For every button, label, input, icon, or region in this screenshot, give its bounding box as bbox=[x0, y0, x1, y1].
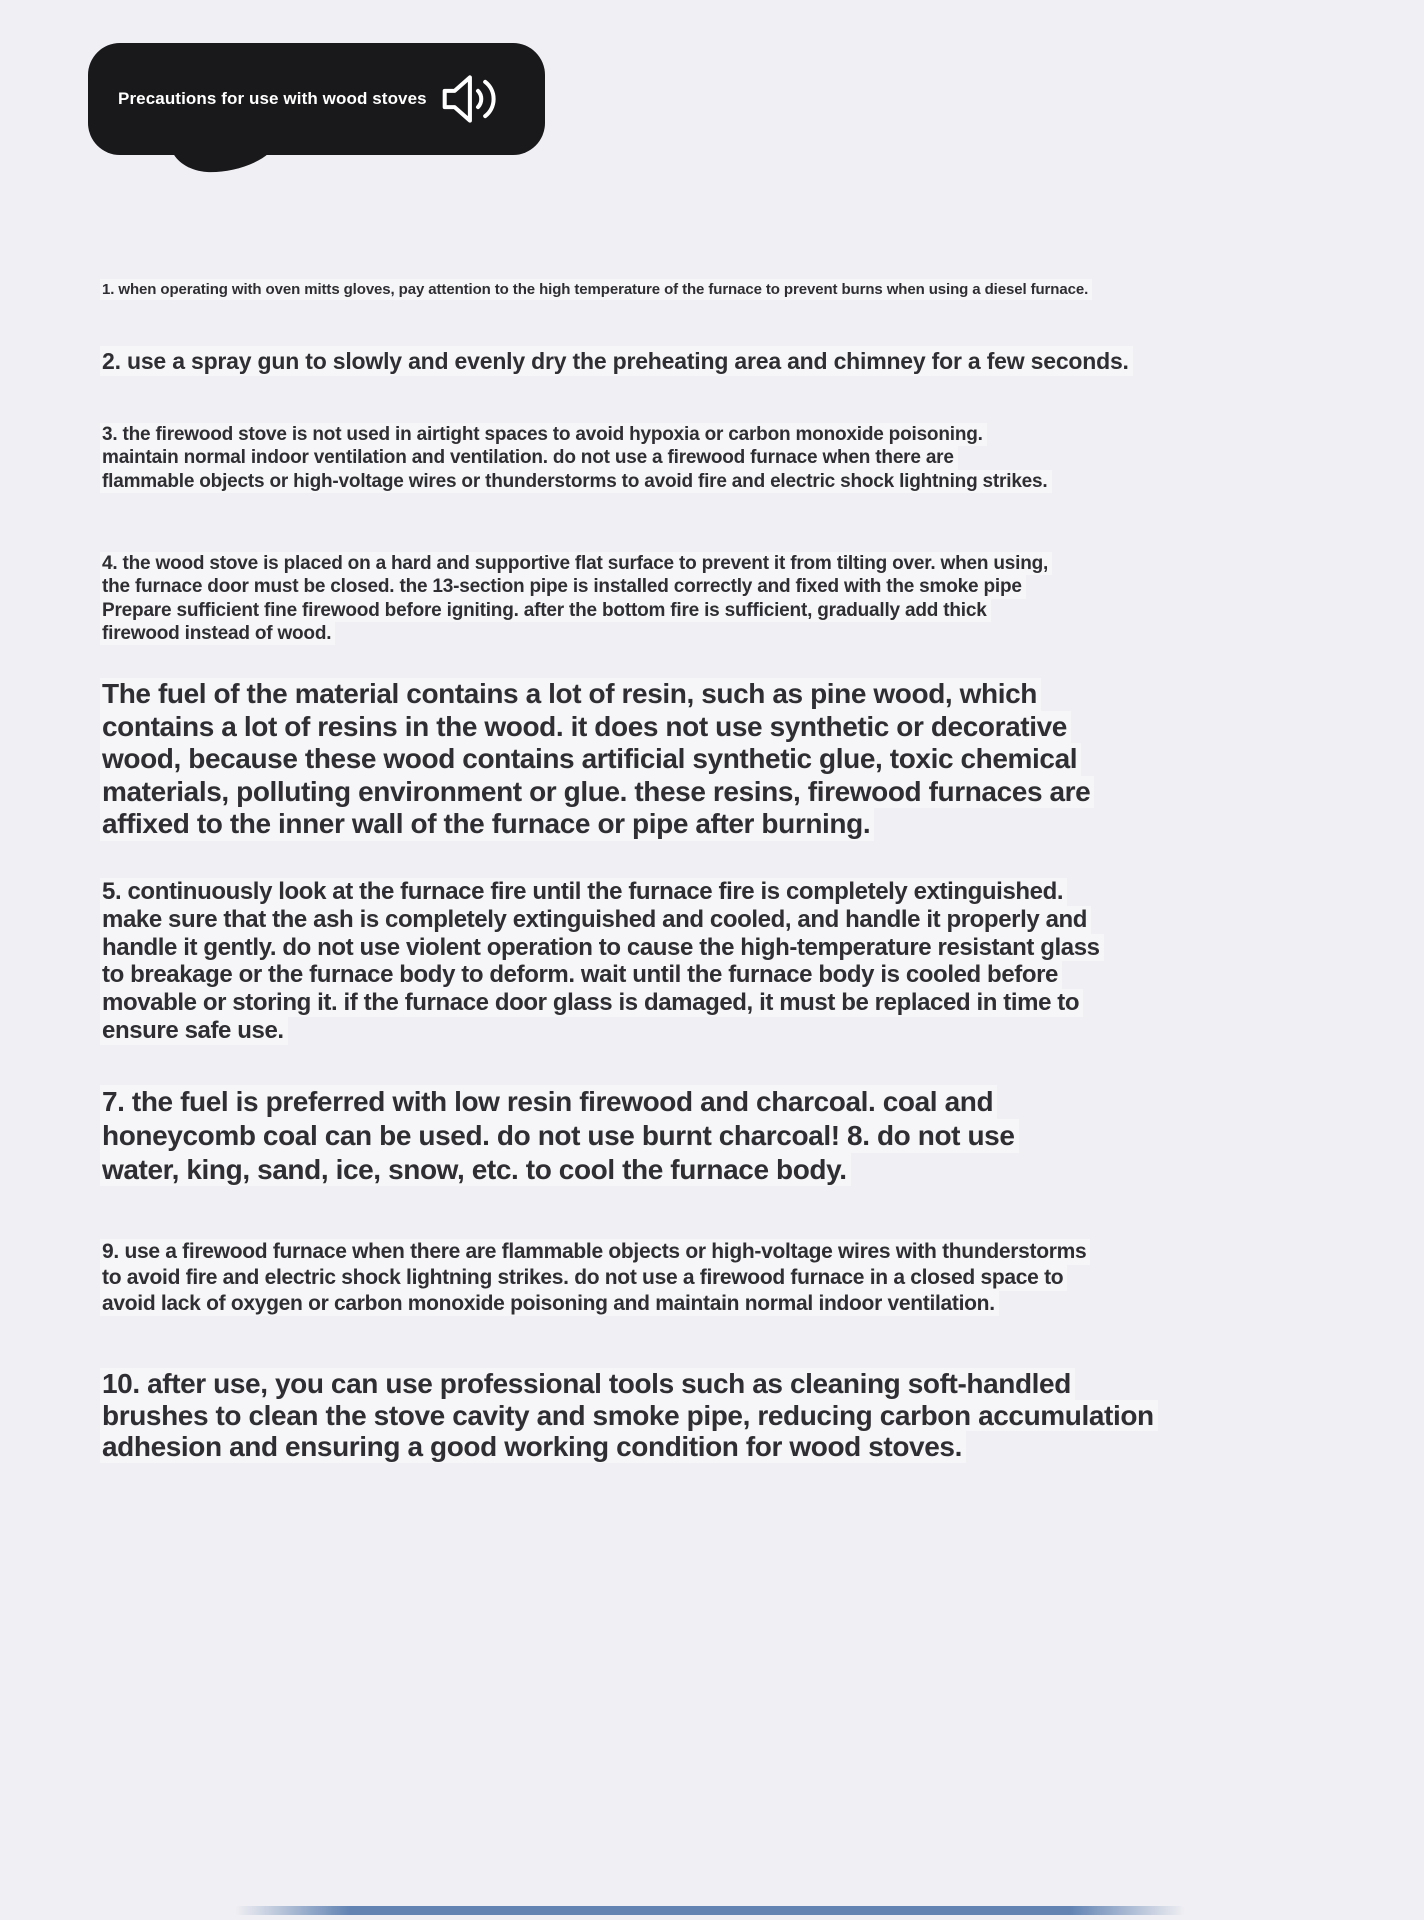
paragraph-7-8-line: honeycomb coal can be used. do not use burnt charcoal! 8. do not use bbox=[100, 1119, 1019, 1153]
paragraph-10-line: brushes to clean the stove cavity and smoke pipe, reducing carbon accumulation bbox=[100, 1400, 1158, 1432]
paragraph-4-line: Prepare sufficient fine firewood before igniting. after the bottom fire is sufficient, gradually add thick bbox=[100, 599, 991, 622]
paragraph-fuel-resin-line: materials, polluting environment or glue. these resins, firewood furnaces are bbox=[100, 776, 1094, 809]
paragraph-5-line: make sure that the ash is completely extinguished and cooled, and handle it properly and bbox=[100, 906, 1091, 934]
paragraph-4-line: firewood instead of wood. bbox=[100, 622, 335, 645]
paragraph-fuel-resin-line: affixed to the inner wall of the furnace or pipe after burning. bbox=[100, 808, 874, 841]
paragraph-5-line: ensure safe use. bbox=[100, 1017, 288, 1045]
paragraph-fuel-resin-line: The fuel of the material contains a lot of resin, such as pine wood, which bbox=[100, 678, 1041, 711]
paragraph-1-line: 1. when operating with oven mitts gloves, pay attention to the high temperature of the furnace to prevent burns when using a diesel furnace. bbox=[100, 279, 1092, 300]
paragraph-5-line: handle it gently. do not use violent operation to cause the high-temperature resistant glass bbox=[100, 934, 1104, 962]
paragraph-3-line: flammable objects or high-voltage wires or thunderstorms to avoid fire and electric shock lightning strikes. bbox=[100, 470, 1052, 493]
paragraph-4-line: the furnace door must be closed. the 13-section pipe is installed correctly and fixed with the smoke pipe bbox=[100, 575, 1026, 598]
paragraph-3-line: maintain normal indoor ventilation and ventilation. do not use a firewood furnace when there are bbox=[100, 446, 958, 469]
paragraph-2 bbox=[102, 346, 1133, 376]
speaker-icon[interactable] bbox=[440, 72, 498, 126]
page-title: Precautions for use with wood stoves bbox=[118, 89, 427, 108]
paragraph-5 bbox=[102, 878, 1104, 1045]
paragraph-1 bbox=[102, 279, 1092, 300]
paragraph-9-line: 9. use a firewood furnace when there are flammable objects or high-voltage wires with thunderstorms bbox=[100, 1239, 1090, 1265]
paragraph-fuel-resin-line: contains a lot of resins in the wood. it does not use synthetic or decorative bbox=[100, 711, 1071, 744]
paragraph-10 bbox=[102, 1368, 1158, 1463]
paragraph-9 bbox=[102, 1239, 1090, 1316]
paragraph-2-line: 2. use a spray gun to slowly and evenly dry the preheating area and chimney for a few seconds. bbox=[100, 346, 1133, 376]
paragraph-7-8 bbox=[102, 1085, 1019, 1186]
paragraph-9-line: avoid lack of oxygen or carbon monoxide poisoning and maintain normal indoor ventilation. bbox=[100, 1291, 999, 1317]
paragraph-fuel-resin bbox=[102, 678, 1094, 841]
paragraph-7-8-line: 7. the fuel is preferred with low resin firewood and charcoal. coal and bbox=[100, 1085, 997, 1119]
paragraph-9-line: to avoid fire and electric shock lightning strikes. do not use a firewood furnace in a closed space to bbox=[100, 1265, 1067, 1291]
title-bubble[interactable] bbox=[88, 43, 545, 155]
paragraph-fuel-resin-line: wood, because these wood contains artificial synthetic glue, toxic chemical bbox=[100, 743, 1081, 776]
paragraph-3-line: 3. the firewood stove is not used in airtight spaces to avoid hypoxia or carbon monoxide poisoning. bbox=[100, 423, 987, 446]
paragraph-4 bbox=[102, 552, 1052, 645]
paragraph-5-line: to breakage or the furnace body to deform. wait until the furnace body is cooled before bbox=[100, 961, 1062, 989]
paragraph-5-line: movable or storing it. if the furnace door glass is damaged, it must be replaced in time to bbox=[100, 989, 1083, 1017]
paragraph-3 bbox=[102, 423, 1052, 493]
paragraph-10-line: adhesion and ensuring a good working condition for wood stoves. bbox=[100, 1431, 966, 1463]
bottom-bar bbox=[235, 1906, 1185, 1915]
paragraph-7-8-line: water, king, sand, ice, snow, etc. to cool the furnace body. bbox=[100, 1153, 851, 1187]
bubble-tail-icon bbox=[173, 153, 269, 173]
paragraph-5-line: 5. continuously look at the furnace fire until the furnace fire is completely extinguished. bbox=[100, 878, 1067, 906]
paragraph-4-line: 4. the wood stove is placed on a hard and supportive flat surface to prevent it from tilting over. when using, bbox=[100, 552, 1052, 575]
paragraph-10-line: 10. after use, you can use professional tools such as cleaning soft-handled bbox=[100, 1368, 1075, 1400]
